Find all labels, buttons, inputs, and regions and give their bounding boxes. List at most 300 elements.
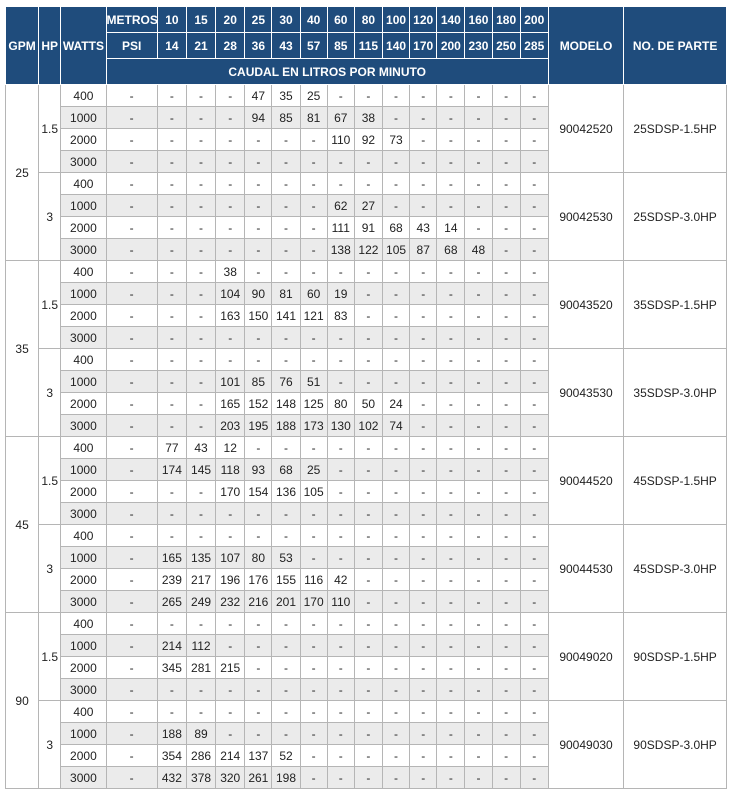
flow-value-cell: - [492, 107, 520, 129]
flow-value-cell: - [186, 349, 215, 371]
flow-value-cell: - [327, 701, 354, 723]
flow-value-cell: - [300, 657, 327, 679]
flow-value-cell: - [272, 657, 300, 679]
flow-value-cell: - [465, 305, 492, 327]
flow-value-cell: - [354, 437, 382, 459]
watts-cell: 2000 [61, 393, 106, 415]
flow-value-cell: - [106, 481, 157, 503]
flow-value-cell: - [465, 481, 492, 503]
flow-value-cell: - [272, 173, 300, 195]
flow-value-cell: - [492, 437, 520, 459]
flow-value-cell: - [437, 503, 465, 525]
flow-value-cell: - [520, 525, 548, 547]
flow-value-cell: 201 [272, 591, 300, 613]
flow-value-cell: - [520, 283, 548, 305]
flow-value-cell: - [186, 129, 215, 151]
flow-value-cell: - [492, 327, 520, 349]
flow-value-cell: 118 [216, 459, 245, 481]
flow-value-cell: - [186, 239, 215, 261]
flow-value-cell: - [157, 195, 186, 217]
flow-value-cell: - [520, 327, 548, 349]
flow-value-cell: - [410, 85, 437, 107]
flow-value-cell: 203 [216, 415, 245, 437]
metros-value: 15 [186, 7, 215, 33]
flow-value-cell: - [382, 767, 409, 789]
flow-value-cell: - [245, 349, 272, 371]
psi-value: 115 [354, 33, 382, 59]
flow-value-cell: - [354, 613, 382, 635]
flow-value-cell: 216 [245, 591, 272, 613]
no-parte-header: NO. DE PARTE [624, 7, 727, 85]
watts-cell: 3000 [61, 503, 106, 525]
flow-value-cell: 43 [186, 437, 215, 459]
flow-value-cell: - [520, 217, 548, 239]
flow-value-cell: - [410, 701, 437, 723]
flow-value-cell: - [245, 503, 272, 525]
psi-value: 285 [520, 33, 548, 59]
flow-value-cell: - [300, 745, 327, 767]
flow-value-cell: - [465, 327, 492, 349]
flow-value-cell: - [106, 239, 157, 261]
caudal-header: CAUDAL EN LITROS POR MINUTO [106, 59, 548, 85]
watts-cell: 1000 [61, 371, 106, 393]
flow-value-cell: - [157, 173, 186, 195]
table-row [6, 85, 727, 107]
flow-value-cell: 43 [410, 217, 437, 239]
flow-value-cell: - [437, 767, 465, 789]
flow-value-cell: 25 [300, 459, 327, 481]
flow-value-cell: - [520, 239, 548, 261]
flow-value-cell: - [186, 415, 215, 437]
modelo-cell: 90049020 [548, 613, 623, 701]
flow-value-cell: - [157, 151, 186, 173]
flow-value-cell: - [216, 151, 245, 173]
flow-value-cell: 198 [272, 767, 300, 789]
part-number-cell: 25SDSP-3.0HP [624, 173, 727, 261]
flow-value-cell: - [410, 547, 437, 569]
flow-value-cell: - [300, 349, 327, 371]
flow-value-cell: - [272, 349, 300, 371]
flow-value-cell: - [465, 349, 492, 371]
flow-value-cell: 81 [300, 107, 327, 129]
psi-value: 36 [245, 33, 272, 59]
watts-cell: 400 [61, 525, 106, 547]
flow-value-cell: 261 [245, 767, 272, 789]
flow-value-cell: - [186, 151, 215, 173]
flow-value-cell: - [354, 459, 382, 481]
flow-value-cell: 378 [186, 767, 215, 789]
flow-value-cell: - [382, 657, 409, 679]
flow-value-cell: - [216, 129, 245, 151]
flow-value-cell: - [157, 107, 186, 129]
flow-value-cell: - [106, 525, 157, 547]
flow-value-cell: - [354, 503, 382, 525]
flow-value-cell: - [492, 239, 520, 261]
flow-value-cell: 85 [272, 107, 300, 129]
flow-value-cell: - [410, 261, 437, 283]
flow-value-cell: - [272, 525, 300, 547]
flow-value-cell: - [520, 129, 548, 151]
flow-value-cell: - [157, 129, 186, 151]
hp-cell: 3 [39, 701, 61, 789]
flow-value-cell: - [465, 635, 492, 657]
flow-value-cell: 47 [245, 85, 272, 107]
flow-value-cell: - [245, 723, 272, 745]
flow-value-cell: - [410, 525, 437, 547]
flow-value-cell: - [157, 701, 186, 723]
flow-value-cell: 196 [216, 569, 245, 591]
watts-cell: 2000 [61, 569, 106, 591]
flow-value-cell: 286 [186, 745, 215, 767]
modelo-cell: 90043530 [548, 349, 623, 437]
pump-performance-table [5, 6, 727, 789]
flow-value-cell: 188 [272, 415, 300, 437]
flow-value-cell: - [465, 547, 492, 569]
flow-value-cell: - [410, 195, 437, 217]
flow-value-cell: - [354, 767, 382, 789]
flow-value-cell: - [272, 239, 300, 261]
watts-cell: 400 [61, 437, 106, 459]
flow-value-cell: - [245, 635, 272, 657]
flow-value-cell: 50 [354, 393, 382, 415]
flow-value-cell: - [300, 151, 327, 173]
flow-value-cell: - [354, 679, 382, 701]
flow-value-cell: - [465, 767, 492, 789]
flow-value-cell: - [300, 173, 327, 195]
watts-cell: 1000 [61, 195, 106, 217]
flow-value-cell: - [157, 305, 186, 327]
flow-value-cell: 214 [216, 745, 245, 767]
flow-value-cell: - [410, 415, 437, 437]
flow-value-cell: - [520, 745, 548, 767]
watts-cell: 2000 [61, 657, 106, 679]
flow-value-cell: - [186, 107, 215, 129]
flow-value-cell: - [492, 85, 520, 107]
flow-value-cell: 60 [300, 283, 327, 305]
flow-value-cell: - [382, 349, 409, 371]
flow-value-cell: - [465, 745, 492, 767]
flow-value-cell: - [106, 173, 157, 195]
flow-value-cell: - [465, 129, 492, 151]
flow-value-cell: - [272, 151, 300, 173]
flow-value-cell: - [300, 679, 327, 701]
hp-cell: 1.5 [39, 437, 61, 525]
flow-value-cell: - [492, 217, 520, 239]
watts-cell: 3000 [61, 415, 106, 437]
flow-value-cell: - [437, 481, 465, 503]
flow-value-cell: - [157, 679, 186, 701]
flow-value-cell: - [354, 305, 382, 327]
flow-value-cell: - [300, 239, 327, 261]
flow-value-cell: - [216, 217, 245, 239]
flow-value-cell: 92 [354, 129, 382, 151]
flow-value-cell: - [106, 767, 157, 789]
flow-value-cell: 249 [186, 591, 215, 613]
flow-value-cell: - [465, 437, 492, 459]
psi-value: 85 [327, 33, 354, 59]
flow-value-cell: - [245, 129, 272, 151]
flow-value-cell: 217 [186, 569, 215, 591]
metros-value: 40 [300, 7, 327, 33]
flow-value-cell: - [382, 481, 409, 503]
flow-value-cell: 89 [186, 723, 215, 745]
flow-value-cell: - [465, 679, 492, 701]
flow-value-cell: - [492, 591, 520, 613]
flow-value-cell: - [492, 305, 520, 327]
flow-value-cell: - [520, 371, 548, 393]
flow-value-cell: - [382, 459, 409, 481]
flow-value-cell: - [410, 591, 437, 613]
flow-value-cell: 27 [354, 195, 382, 217]
flow-value-cell: 112 [186, 635, 215, 657]
flow-value-cell: - [354, 371, 382, 393]
flow-value-cell: 25 [300, 85, 327, 107]
flow-value-cell: - [437, 679, 465, 701]
flow-value-cell: 87 [410, 239, 437, 261]
flow-value-cell: - [354, 745, 382, 767]
flow-value-cell: 188 [157, 723, 186, 745]
flow-value-cell: - [327, 679, 354, 701]
flow-value-cell: - [492, 503, 520, 525]
metros-value: 25 [245, 7, 272, 33]
flow-value-cell: - [410, 305, 437, 327]
flow-value-cell: - [382, 261, 409, 283]
flow-value-cell: - [300, 503, 327, 525]
flow-value-cell: - [437, 85, 465, 107]
flow-value-cell: - [520, 195, 548, 217]
flow-value-cell: - [410, 569, 437, 591]
psi-value: 21 [186, 33, 215, 59]
flow-value-cell: - [157, 85, 186, 107]
flow-value-cell: - [327, 261, 354, 283]
flow-value-cell: - [492, 415, 520, 437]
watts-cell: 1000 [61, 547, 106, 569]
hp-cell: 1.5 [39, 85, 61, 173]
gpm-cell: 45 [6, 437, 39, 613]
flow-value-cell: - [465, 569, 492, 591]
flow-value-cell: - [272, 613, 300, 635]
flow-value-cell: 281 [186, 657, 215, 679]
flow-value-cell: - [216, 349, 245, 371]
flow-value-cell: - [382, 723, 409, 745]
flow-value-cell: - [520, 107, 548, 129]
flow-value-cell: 125 [300, 393, 327, 415]
flow-value-cell: - [106, 85, 157, 107]
flow-value-cell: - [437, 591, 465, 613]
flow-value-cell: - [106, 107, 157, 129]
flow-value-cell: - [520, 151, 548, 173]
watts-cell: 400 [61, 85, 106, 107]
flow-value-cell: 51 [300, 371, 327, 393]
flow-value-cell: - [410, 481, 437, 503]
flow-value-cell: - [106, 283, 157, 305]
flow-value-cell: 52 [272, 745, 300, 767]
flow-value-cell: - [106, 613, 157, 635]
flow-value-cell: - [327, 723, 354, 745]
flow-value-cell: - [272, 503, 300, 525]
flow-value-cell: - [354, 547, 382, 569]
flow-value-cell: - [492, 393, 520, 415]
flow-value-cell: - [492, 525, 520, 547]
watts-cell: 3000 [61, 151, 106, 173]
flow-value-cell: - [186, 701, 215, 723]
flow-value-cell: 155 [272, 569, 300, 591]
flow-value-cell: - [186, 305, 215, 327]
flow-value-cell: - [245, 525, 272, 547]
flow-value-cell: - [492, 283, 520, 305]
psi-value: 200 [437, 33, 465, 59]
flow-value-cell: - [157, 525, 186, 547]
flow-value-cell: - [354, 151, 382, 173]
flow-value-cell: - [465, 151, 492, 173]
flow-value-cell: 102 [354, 415, 382, 437]
flow-value-cell: - [245, 195, 272, 217]
flow-value-cell: - [300, 767, 327, 789]
flow-value-cell: - [354, 635, 382, 657]
metros-value: 120 [410, 7, 437, 33]
flow-value-cell: 136 [272, 481, 300, 503]
flow-value-cell: - [157, 327, 186, 349]
flow-value-cell: - [382, 305, 409, 327]
flow-value-cell: - [245, 239, 272, 261]
flow-value-cell: - [354, 85, 382, 107]
flow-value-cell: - [186, 679, 215, 701]
flow-value-cell: - [354, 261, 382, 283]
flow-value-cell: - [106, 547, 157, 569]
flow-value-cell: 101 [216, 371, 245, 393]
flow-value-cell: - [410, 459, 437, 481]
flow-value-cell: - [354, 327, 382, 349]
flow-value-cell: - [520, 547, 548, 569]
modelo-cell: 90049030 [548, 701, 623, 789]
watts-cell: 3000 [61, 239, 106, 261]
flow-value-cell: - [492, 547, 520, 569]
flow-value-cell: 38 [216, 261, 245, 283]
flow-value-cell: - [410, 613, 437, 635]
watts-cell: 1000 [61, 635, 106, 657]
modelo-cell: 90043520 [548, 261, 623, 349]
flow-value-cell: - [245, 613, 272, 635]
flow-value-cell: - [520, 349, 548, 371]
flow-value-cell: - [106, 393, 157, 415]
flow-value-cell: - [437, 613, 465, 635]
metros-header: METROS [106, 7, 157, 33]
flow-value-cell: - [382, 283, 409, 305]
flow-value-cell: 110 [327, 129, 354, 151]
flow-value-cell: - [492, 173, 520, 195]
flow-value-cell: - [106, 151, 157, 173]
psi-value: 57 [300, 33, 327, 59]
flow-value-cell: 176 [245, 569, 272, 591]
flow-value-cell: - [106, 591, 157, 613]
flow-value-cell: - [410, 679, 437, 701]
flow-value-cell: - [354, 569, 382, 591]
metros-value: 30 [272, 7, 300, 33]
flow-value-cell: - [300, 195, 327, 217]
flow-value-cell: - [327, 635, 354, 657]
flow-value-cell: - [106, 657, 157, 679]
flow-value-cell: - [410, 107, 437, 129]
flow-value-cell: 170 [216, 481, 245, 503]
flow-value-cell: 148 [272, 393, 300, 415]
modelo-cell: 90042530 [548, 173, 623, 261]
flow-value-cell: - [216, 723, 245, 745]
flow-value-cell: 38 [354, 107, 382, 129]
hp-cell: 3 [39, 525, 61, 613]
flow-value-cell: - [520, 85, 548, 107]
psi-value: 14 [157, 33, 186, 59]
flow-value-cell: - [245, 437, 272, 459]
flow-value-cell: - [354, 657, 382, 679]
flow-value-cell: - [520, 591, 548, 613]
flow-value-cell: 232 [216, 591, 245, 613]
flow-value-cell: - [354, 349, 382, 371]
flow-value-cell: - [186, 481, 215, 503]
table-row [6, 613, 727, 635]
flow-value-cell: - [245, 151, 272, 173]
flow-value-cell: - [520, 613, 548, 635]
flow-value-cell: - [437, 129, 465, 151]
table-row [6, 437, 727, 459]
flow-value-cell: - [300, 701, 327, 723]
flow-value-cell: - [300, 437, 327, 459]
flow-value-cell: - [216, 679, 245, 701]
flow-value-cell: 74 [382, 415, 409, 437]
flow-value-cell: - [520, 569, 548, 591]
flow-value-cell: - [520, 459, 548, 481]
flow-value-cell: - [157, 217, 186, 239]
flow-value-cell: - [492, 613, 520, 635]
flow-value-cell: - [354, 591, 382, 613]
flow-value-cell: - [157, 503, 186, 525]
flow-value-cell: - [437, 525, 465, 547]
table-row [6, 701, 727, 723]
flow-value-cell: - [106, 371, 157, 393]
flow-value-cell: - [492, 195, 520, 217]
flow-value-cell: 122 [354, 239, 382, 261]
flow-value-cell: - [410, 393, 437, 415]
flow-value-cell: 154 [245, 481, 272, 503]
flow-value-cell: - [354, 173, 382, 195]
flow-value-cell: - [327, 459, 354, 481]
psi-value: 170 [410, 33, 437, 59]
flow-value-cell: - [272, 217, 300, 239]
flow-value-cell: - [327, 745, 354, 767]
flow-value-cell: - [437, 327, 465, 349]
flow-value-cell: - [106, 349, 157, 371]
flow-value-cell: - [410, 767, 437, 789]
flow-value-cell: - [410, 349, 437, 371]
flow-value-cell: - [106, 261, 157, 283]
flow-value-cell: - [327, 547, 354, 569]
flow-value-cell: 320 [216, 767, 245, 789]
flow-value-cell: - [437, 371, 465, 393]
part-number-cell: 45SDSP-1.5HP [624, 437, 727, 525]
gpm-cell: 25 [6, 85, 39, 261]
modelo-cell: 90044520 [548, 437, 623, 525]
flow-value-cell: - [157, 481, 186, 503]
flow-value-cell: - [465, 85, 492, 107]
flow-value-cell: - [272, 723, 300, 745]
flow-value-cell: - [492, 723, 520, 745]
psi-value: 43 [272, 33, 300, 59]
flow-value-cell: - [492, 701, 520, 723]
flow-value-cell: 83 [327, 305, 354, 327]
flow-value-cell: 94 [245, 107, 272, 129]
flow-value-cell: - [245, 701, 272, 723]
flow-value-cell: 76 [272, 371, 300, 393]
flow-value-cell: - [492, 151, 520, 173]
